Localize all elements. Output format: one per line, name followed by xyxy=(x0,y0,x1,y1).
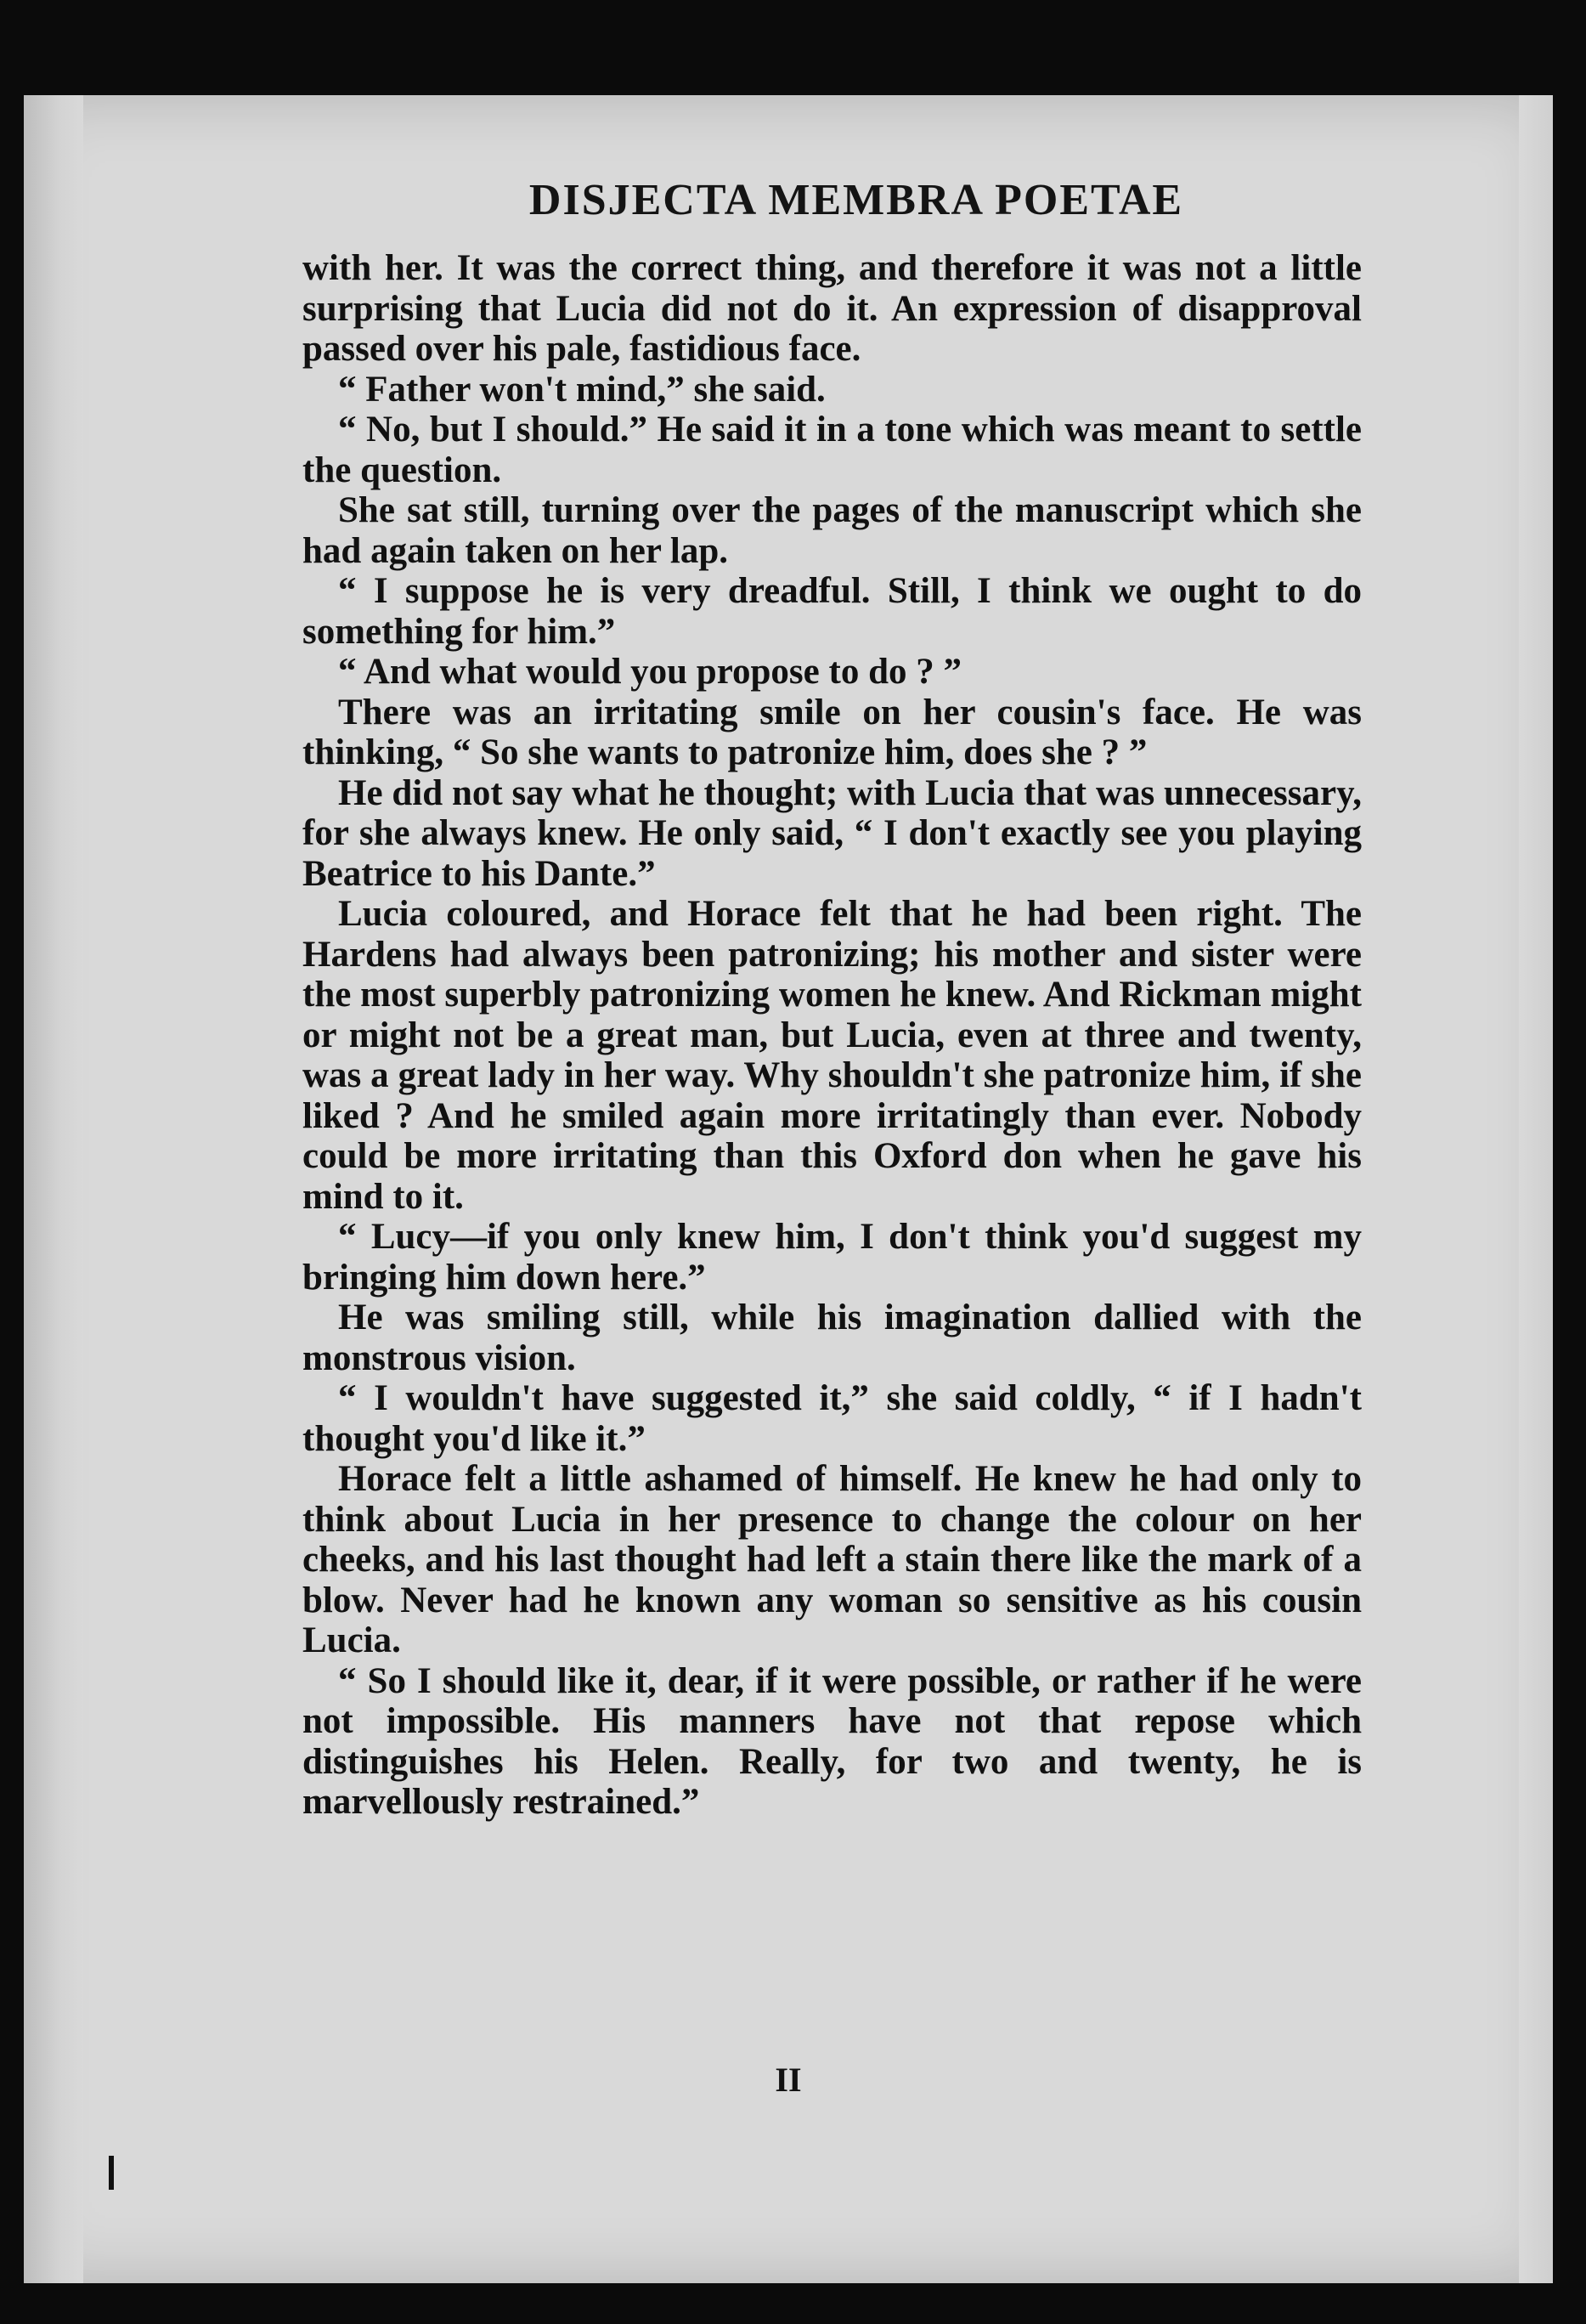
paragraph-14: “ So I should like it, dear, if it were possible, or rather if he were not impossible. His manners have not that repose which distinguishes his Helen. Really, for two and twenty, he is marvellously restrained.” xyxy=(302,1660,1362,1822)
paragraph-5: “ I suppose he is very dreadful. Still, I think we ought to do something for him.” xyxy=(302,571,1362,652)
book-page xyxy=(24,95,1553,2283)
paragraph-9: Lucia coloured, and Horace felt that he had been right. The Hardens had always been patronizing; his mother and sister were the most superbly patronizing women he knew. And Rickman might or might not be a great man, but Lucia, even at three and twenty, was a great lady in her way. Why shouldn't she patronize him, if she liked ? And he smiled again more irritatingly than ever. Nobody could be more irritating than this Oxford don when he gave his mind to it. xyxy=(302,894,1362,1217)
paragraph-12: “ I wouldn't have suggested it,” she said coldly, “ if I hadn't thought you'd like it.” xyxy=(302,1378,1362,1459)
paragraph-3: “ No, but I should.” He said it in a tone which was meant to settle the question. xyxy=(302,410,1362,490)
paragraph-13: Horace felt a little ashamed of himself. He knew he had only to think about Lucia in her presence to change the colour on her cheeks, and his last thought had left a stain there like the mark of a blow. Never had he known any woman so sensitive as his cousin Lucia. xyxy=(302,1459,1362,1660)
page-number: II xyxy=(775,2061,802,2099)
page-gutter-shadow xyxy=(24,95,83,2283)
paragraph-8: He did not say what he thought; with Lucia that was unnecessary, for she always knew. He only said, “ I don't exactly see you playing Beatrice to his Dante.” xyxy=(302,772,1362,894)
paragraph-1: with her. It was the correct thing, and therefore it was not a little surprising that Lucia did not do it. An expression of disapproval passed over his pale, fastidious face. xyxy=(302,248,1362,369)
paragraph-10: “ Lucy—if you only knew him, I don't think you'd suggest my bringing him down here.” xyxy=(302,1217,1362,1298)
running-head: DISJECTA MEMBRA POETAE xyxy=(528,176,1184,224)
paragraph-4: She sat still, turning over the pages of the manuscript which she had again taken on her lap. xyxy=(302,490,1362,571)
paragraph-11: He was smiling still, while his imagination dallied with the monstrous vision. xyxy=(302,1298,1362,1378)
paragraph-7: There was an irritating smile on her cousin's face. He was thinking, “ So she wants to patronize him, does she ? ” xyxy=(302,692,1362,772)
body-text xyxy=(302,248,1362,1823)
paragraph-6: “ And what would you propose to do ? ” xyxy=(338,652,962,692)
paragraph-2: “ Father won't mind,” she said. xyxy=(338,369,826,410)
binding-mark xyxy=(109,2156,114,2190)
page-right-edge xyxy=(1519,95,1553,2283)
